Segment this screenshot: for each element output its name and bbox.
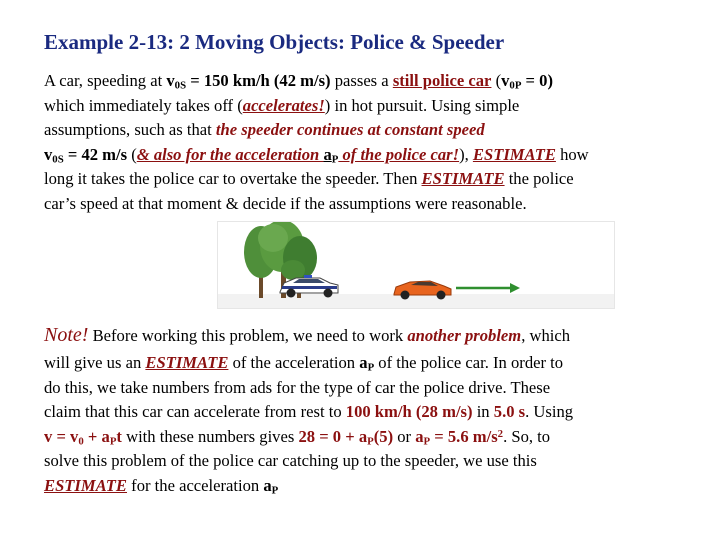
estimate-text: ESTIMATE [421, 169, 505, 188]
text-line: long it takes the police car to overtake the speeder. Then ESTIMATE the police [44, 169, 574, 188]
text-line: solve this problem of the police car catching up to the speeder, we use this [44, 451, 537, 470]
text-line: claim that this car can accelerate from rest to 100 km/h (28 m/s) in 5.0 s. Using [44, 402, 574, 421]
text-line: $v_{0S} = 42$ m/s (& also for the acceleration $a_P$ of the police car!), ESTIMATE how [44, 144, 589, 166]
text-line: which immediately takes off (accelerates!) in hot pursuit. Using simple [44, 95, 520, 115]
police-chase-illustration [217, 221, 615, 309]
text-line: will give us an ESTIMATE of the acceleration $a_P$ of the police car. In order to [44, 353, 564, 374]
text-line: A car, speeding at $v_{0S} = 150$ km/h (42 m/s) passes a still police car $(v_{0P} = 0)$ [44, 71, 553, 92]
text-line: $v = v_0 + a_Pt$ with these numbers gives $28 = 0 + a_P(5)$ or $a_P = 5.6$ $m/s^2$. So, to [44, 426, 551, 448]
estimate-text: ESTIMATE [44, 475, 128, 495]
estimate-text: ESTIMATE [145, 353, 229, 372]
estimate-text: ESTIMATE [472, 144, 556, 164]
problem-paragraph [44, 69, 694, 216]
slide-title: Example 2-13: 2 Moving Objects: Police & Speeder [44, 30, 505, 54]
still-police-car-text: still police car [392, 71, 492, 90]
text-line: ESTIMATE for the acceleration $a_P$ [44, 475, 279, 497]
text-line: do this, we take numbers from ads for the type of car the police drive. These [44, 377, 551, 397]
text-line: assumptions, such as that the speeder continues at constant speed [44, 120, 485, 139]
note-label: Note! [44, 324, 89, 346]
text-line: car’s speed at that moment & decide if the assumptions were reasonable. [44, 193, 527, 213]
text-line: Note! Before working this problem, we need to work another problem, which [44, 324, 571, 346]
note-paragraph [44, 323, 694, 498]
